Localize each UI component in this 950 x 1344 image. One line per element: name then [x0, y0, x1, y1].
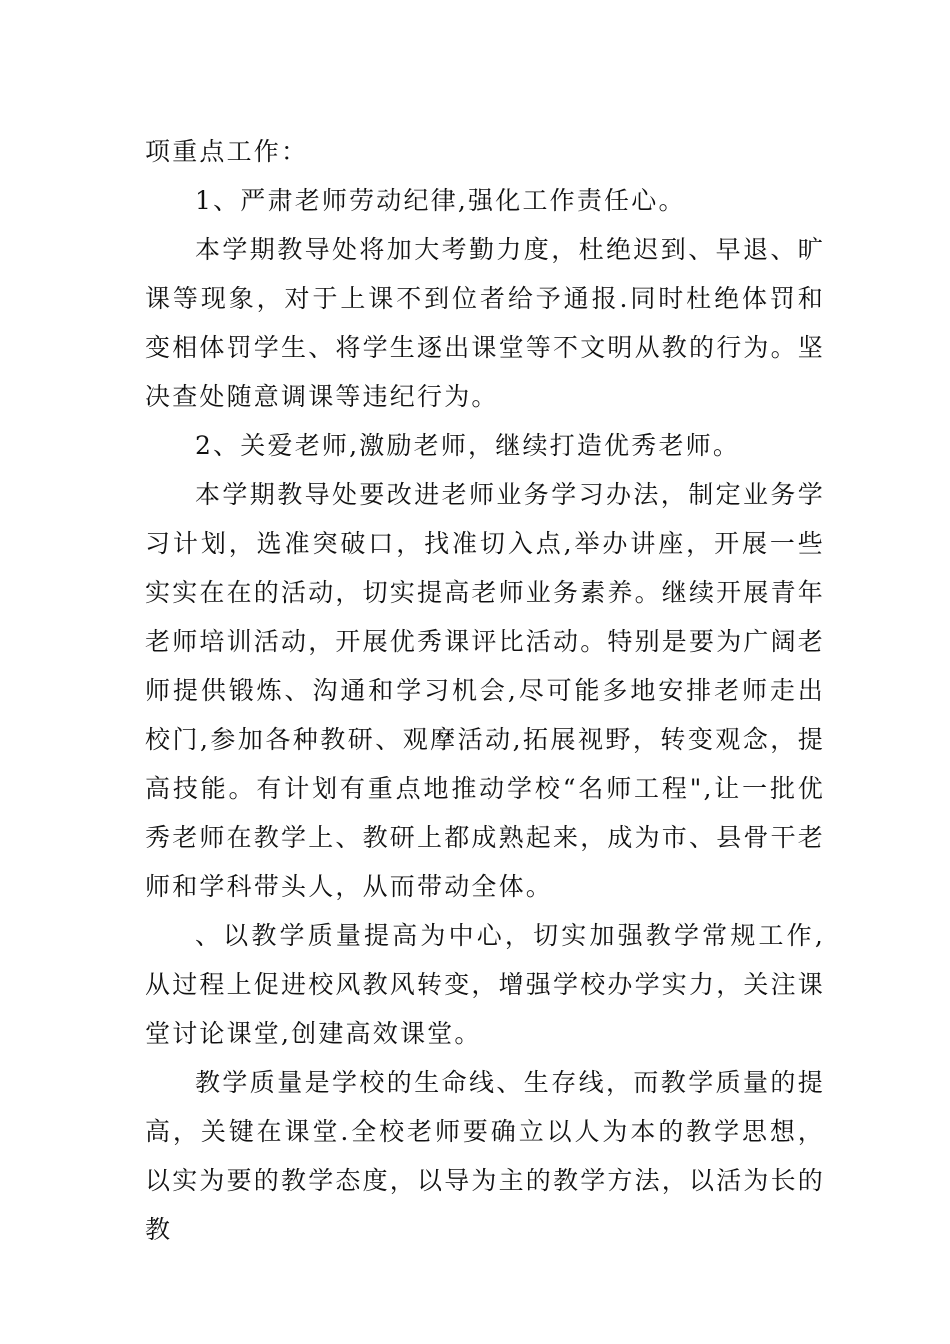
paragraph-teacher-development: 本学期教导处要改进老师业务学习办法，制定业务学习计划，选准突破口，找准切入点,举办讲座，开展一些实实在在的活动，切实提高老师业务素养。继续开展青年老师培训活动，开展优秀课评比活动。特别是要为广阔老师提供锻炼、沟通和学习机会,尽可能多地安排老师走出校门,参加各种教研、观摩活动,拓展视野，转变观念，提高技能。有计划有重点地推动学校“名师工程",让一批优秀老师在教学上、教研上都成熟起来，成为市、县骨干老师和学科带头人，从而带动全体。 — [145, 480, 826, 901]
document-body — [145, 127, 825, 1254]
paragraph-attendance: 本学期教导处将加大考勤力度，杜绝迟到、早退、旷课等现象，对于上课不到位者给予通报.同时杜绝体罚和变相体罚学生、将学生逐出课堂等不文明从教的行为。坚决查处随意调课等违纪行为。 — [145, 235, 826, 411]
heading-item-2: 2、关爱老师,激励老师，继续打造优秀老师。 — [195, 431, 741, 460]
paragraph-teaching-quality: 教学质量是学校的生命线、生存线，而教学质量的提高，关键在课堂.全校老师要确立以人为本的教学思想，以实为要的教学态度，以导为主的教学方法，以活为长的教 — [145, 1068, 826, 1244]
heading-item-1: 1、严肃老师劳动纪律,强化工作责任心。 — [195, 186, 686, 215]
heading-item-3: 、以教学质量提高为中心，切实加强教学常规工作,从过程上促进校风教风转变，增强学校办学实力，关注课堂讨论课堂,创建高效课堂。 — [145, 921, 826, 1048]
section-lead-text: 项重点工作： — [145, 137, 309, 166]
